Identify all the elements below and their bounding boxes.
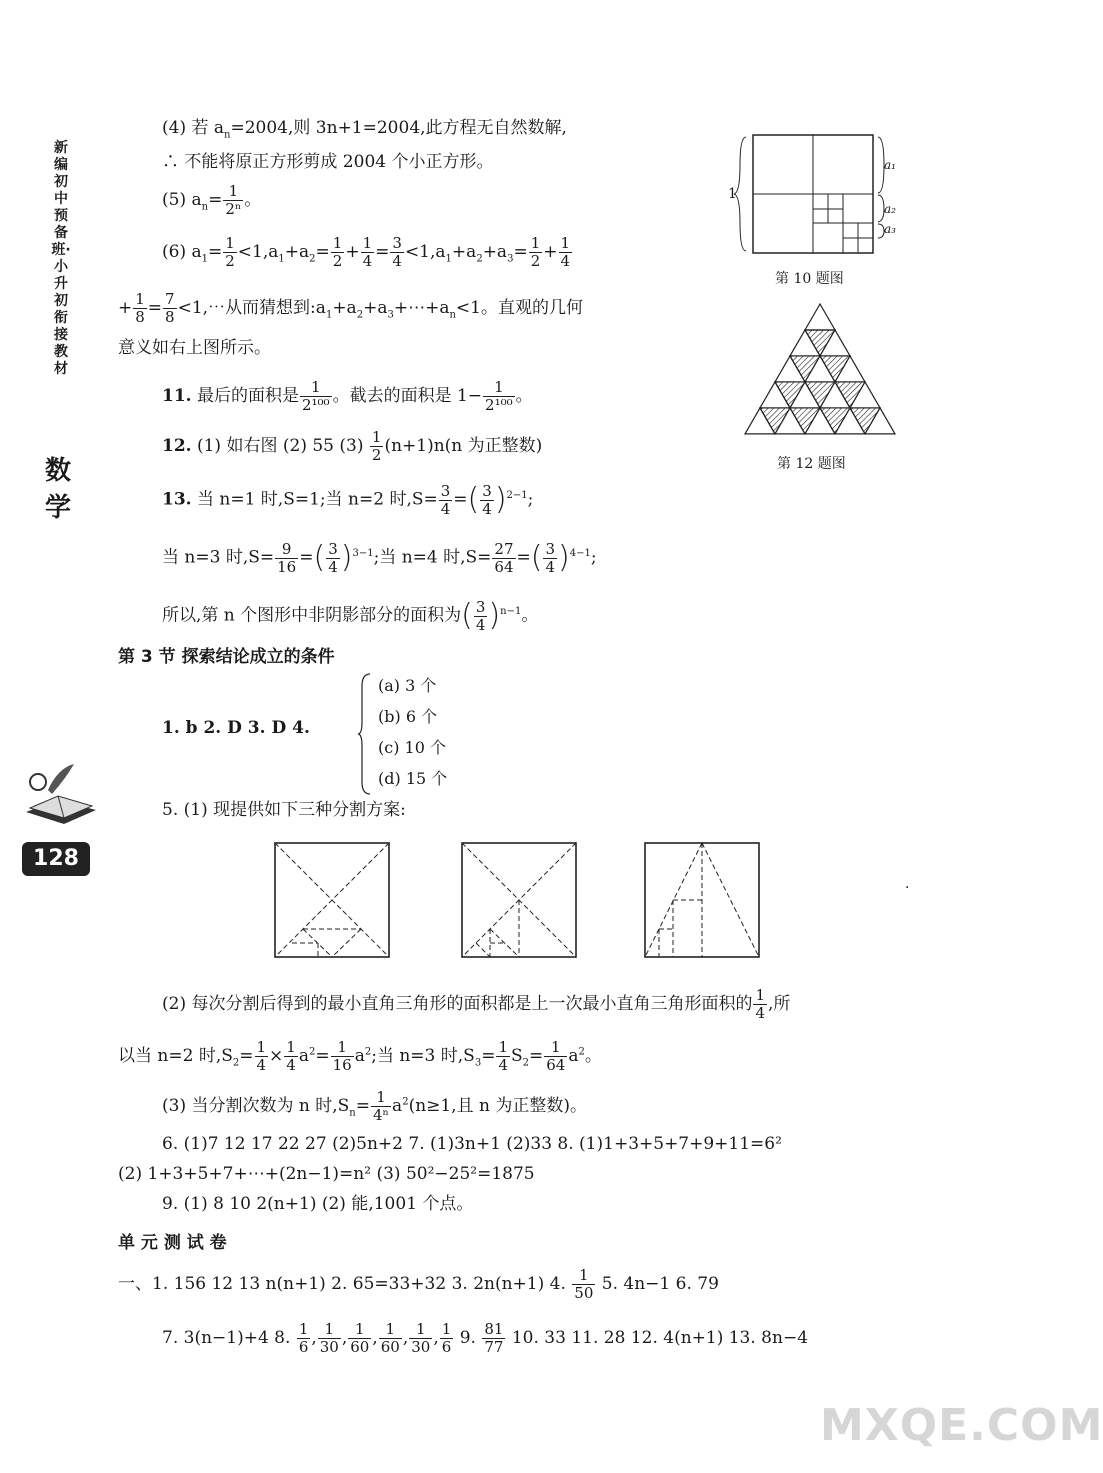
s3-q5-part1: 5. (1) 现提供如下三种分割方案: xyxy=(162,800,406,820)
partition-scheme-2 xyxy=(459,840,579,960)
s3-q5-part2-line2: 以当 n=2 时$,S_2=$ $\frac{1}{4}$ × $\frac{1}{4}$ $a^2=$ $\frac{1}{16}$ $a^2$;当 n=3 时$,S_3=$ $\frac{1}{4}$ $S_2=$ $\frac{1}{64}$ $a^2$。 xyxy=(118,1038,602,1074)
s3-q9: 9. (1) 8 10 2(n+1) (2) 能,1001 个点。 xyxy=(162,1194,474,1214)
s3-q5-part3: (3) 当分割次数为 n 时$,S_n=$ $\frac{1}{\text{4ⁿ}}$ $a^2(n\ge 1$,且 n 为正整数)。 xyxy=(162,1088,587,1124)
unit-test-line1: 一、1. 156 12 13 n(n+1) 2. 65=33+32 3. 2n(n+1) 4. $\frac{1}{50}$ 5. 4n−1 6. 79 xyxy=(118,1266,719,1302)
q10-part4-line1: (4) 若 $a_n=2004$,则 3n+1=2004,此方程无自然数解, xyxy=(162,118,567,141)
series-title: 新编初中预备班·小升初衔接教材 xyxy=(51,140,71,377)
fig10-label-a3: a₃ xyxy=(884,222,896,236)
fig12-caption: 第 12 题图 xyxy=(777,456,846,472)
book-quill-icon xyxy=(18,760,102,830)
q13-line3: 所以,第 n 个图形中非阴影部分的面积为( $\frac{3}{4}$ )$^{n-1}$。 xyxy=(162,597,539,634)
q12: 12. (1) 如右图 (2) 55 (3) $\frac{1}{2}$ (n+1)n(n 为正整数) xyxy=(162,428,543,464)
up-triangle xyxy=(805,304,835,330)
unit-test-line2: 7. 3(n−1)+4 8. $\frac{1}{6}$ , $\frac{1}{30}$ , $\frac{1}{60}$ , $\frac{1}{60}$ , $\frac{1}{30}$ , $\frac{1}{6}$ 9. $\frac{81}{77}$ 10. 33 11. 28 12. 4(n+1) 13. 8n−4 xyxy=(162,1320,809,1356)
fig10-label-1: 1 xyxy=(728,186,737,202)
fig10-label-a2: a₂ xyxy=(884,202,896,216)
s3-q4-options xyxy=(368,670,447,794)
q10-part4-line2: ∴ 不能将原正方形剪成 2004 个小正方形。 xyxy=(162,152,494,172)
s3-q6-line1: 6. (1)7 12 17 22 27 (2)5n+2 7. (1)3n+1 (2)33 8. (1)1+3+5+7+9+11=6² xyxy=(162,1134,782,1154)
partition-scheme-3 xyxy=(642,840,762,960)
stray-dot: · xyxy=(905,880,910,896)
fig10-caption: 第 10 题图 xyxy=(775,271,844,287)
q13-line2: 当 n=3 时,S= $\frac{9}{16}$ =( $\frac{3}{4}$ )$^{3-1}$;当 n=4 时,S= $\frac{27}{64}$ =( $\frac{3}{4}$ )$^{4-1}$; xyxy=(162,539,597,576)
s3-q1-4: 1. b 2. D 3. D 4. xyxy=(162,718,310,738)
q10-part6-line1: (6) $a_1=$ $\frac{1}{2}$ $<1,a_1+a_2=$ $\frac{1}{2}$ + $\frac{1}{4}$ = $\frac{3}{4}$ $<1,a_1+a_2+a_3=$ $\frac{1}{2}$ + $\frac{1}{4}$ xyxy=(162,234,571,270)
section-3-title: 第 3 节 探索结论成立的条件 xyxy=(118,647,335,667)
s3-q5-part2-line1: (2) 每次分割后得到的最小直角三角形的面积都是上一次最小直角三角形面积的 $\frac{1}{4}$ ,所 xyxy=(162,986,791,1022)
q11: 11. 最后的面积是 $\frac{1}{\text{2¹⁰⁰}}$ 。截去的面积是 1− $\frac{1}{\text{2¹⁰⁰}}$ 。 xyxy=(162,378,533,414)
page-number: 128 xyxy=(22,842,90,876)
q13-line1: 13. 当 n=1 时,S=1;当 n=2 时,S= $\frac{3}{4}$ =( $\frac{3}{4}$ )$^{2-1}$; xyxy=(162,481,534,518)
s3-q6-line2: (2) 1+3+5+7+⋯+(2n−1)=n² (3) 50²−25²=1875 xyxy=(118,1164,535,1184)
fig10-label-a1: a₁ xyxy=(884,158,896,172)
watermark: MXQE.COM xyxy=(820,1400,1103,1451)
q10-part6-line3: 意义如右上图所示。 xyxy=(118,338,271,358)
q10-part5: (5) $a_n=$ $\frac{1}{\text{2ⁿ}}$ 。 xyxy=(162,182,262,218)
option-c: (c) 10 个 xyxy=(378,738,446,757)
option-a: (a) 3 个 xyxy=(378,676,437,695)
option-b: (b) 6 个 xyxy=(378,707,438,726)
figure-10 xyxy=(718,125,908,265)
subject-title: 数学 xyxy=(44,456,71,523)
unit-test-title: 单 元 测 试 卷 xyxy=(118,1233,227,1253)
option-d: (d) 15 个 xyxy=(378,769,448,788)
q10-part6-line2: + $\frac{1}{8}$ = $\frac{7}{8}$ <1,⋯从而猜想到$:a_1+a_2+a_3+\cdots+a_n<1$。直观的几何 xyxy=(118,290,583,326)
partition-scheme-1 xyxy=(272,840,392,960)
figure-12 xyxy=(740,300,900,440)
